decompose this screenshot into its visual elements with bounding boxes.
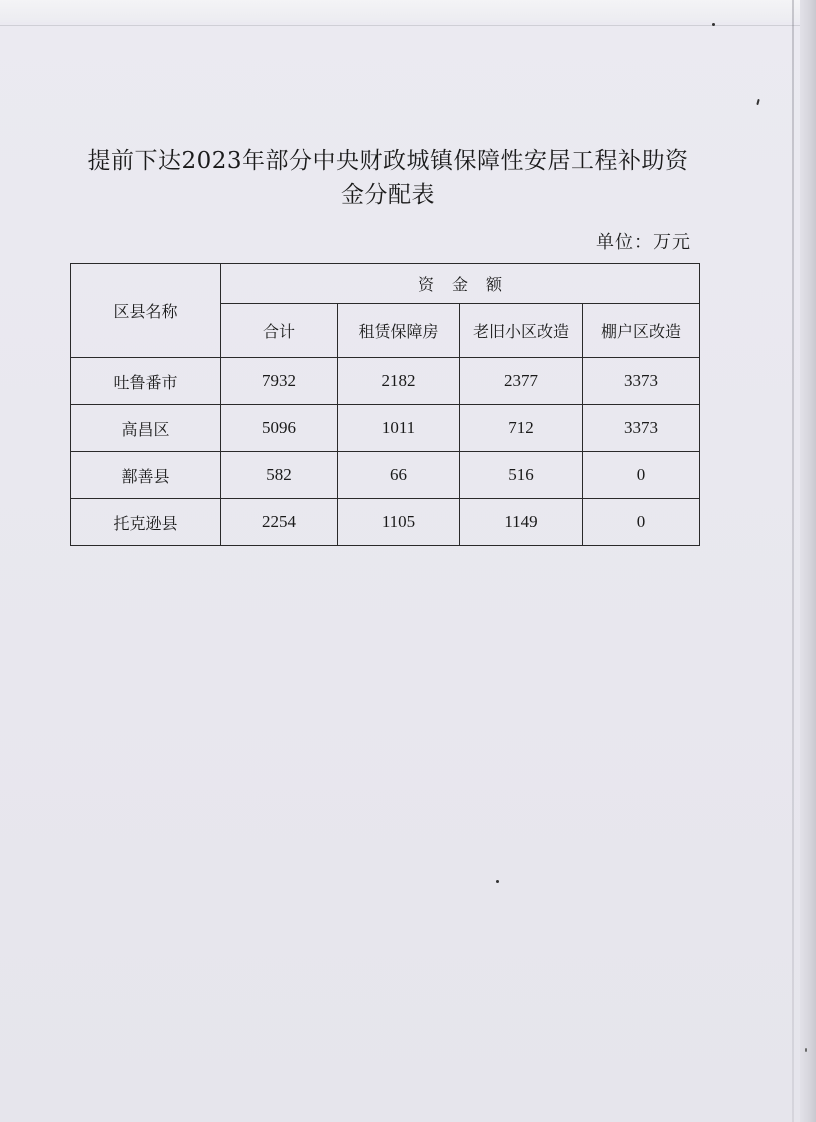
scan-right-shadow [792, 0, 794, 1122]
header-shantytown: 棚户区改造 [583, 304, 700, 358]
table-row [71, 499, 700, 546]
scan-speck [712, 23, 715, 26]
total-value: 582 [221, 452, 338, 499]
old-community-value: 712 [460, 405, 583, 452]
region-name: 鄯善县 [71, 452, 221, 499]
shantytown-value: 3373 [583, 405, 700, 452]
rental-housing-value: 1011 [338, 405, 460, 452]
scan-speck [496, 880, 499, 883]
scan-speck [756, 99, 759, 105]
rental-housing-value: 1105 [338, 499, 460, 546]
region-name: 吐鲁番市 [71, 358, 221, 405]
table-row [71, 452, 700, 499]
old-community-value: 1149 [460, 499, 583, 546]
total-value: 2254 [221, 499, 338, 546]
table-header-row [71, 264, 700, 304]
old-community-value: 2377 [460, 358, 583, 405]
total-value: 5096 [221, 405, 338, 452]
header-funds: 资金额 [221, 264, 700, 304]
header-old-community: 老旧小区改造 [460, 304, 583, 358]
rental-housing-value: 2182 [338, 358, 460, 405]
shantytown-value: 3373 [583, 358, 700, 405]
title-line-2: 金分配表 [341, 182, 435, 208]
scan-top-edge [0, 0, 816, 22]
scan-top-line [0, 25, 800, 26]
shantytown-value: 0 [583, 499, 700, 546]
header-region-name: 区县名称 [71, 264, 221, 358]
table-row [71, 405, 700, 452]
scan-right-edge [800, 0, 816, 1122]
total-value: 7932 [221, 358, 338, 405]
header-total: 合计 [221, 304, 338, 358]
old-community-value: 516 [460, 452, 583, 499]
allocation-table [70, 263, 700, 546]
header-rental-housing: 租赁保障房 [338, 304, 460, 358]
rental-housing-value: 66 [338, 452, 460, 499]
shantytown-value: 0 [583, 452, 700, 499]
document-title [60, 144, 716, 212]
region-name: 托克逊县 [71, 499, 221, 546]
title-line-1: 提前下达2023年部分中央财政城镇保障性安居工程补助资 [87, 148, 689, 174]
scan-speck [805, 1048, 807, 1052]
unit-label: 单位：万元 [596, 232, 691, 253]
table-row [71, 358, 700, 405]
region-name: 高昌区 [71, 405, 221, 452]
